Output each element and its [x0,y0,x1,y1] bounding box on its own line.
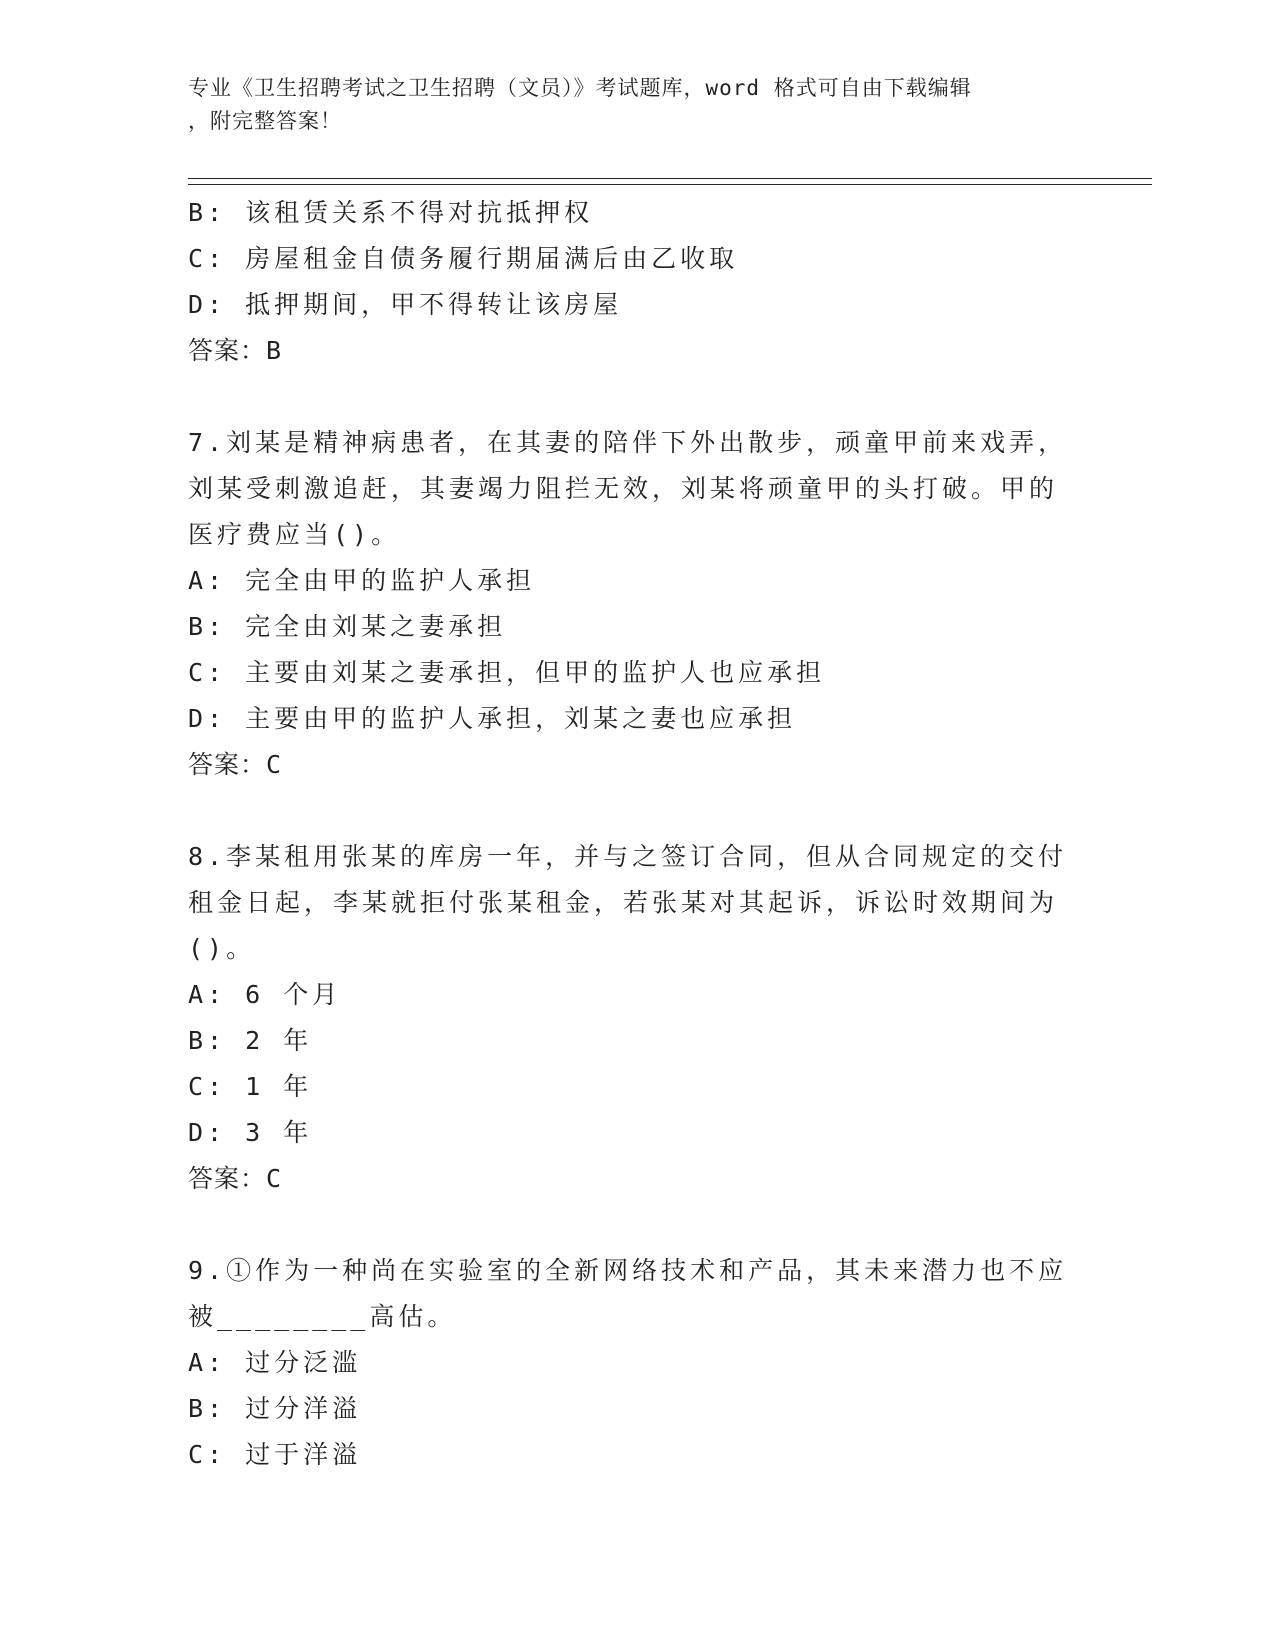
option-b: B: 过分洋溢 [188,1394,362,1423]
answer: 答案：C [188,750,283,779]
option-b: B: 该租赁关系不得对抗抵押权 [188,198,594,227]
question-text: 9.①作为一种尚在实验室的全新网络技术和产品，其未来潜力也不应 [188,1256,1068,1285]
question-9 [188,1248,1068,1478]
header-line-1: 专业《卫生招聘考试之卫生招聘（文员）》考试题库，word 格式可自由下载编辑 [188,76,972,100]
question-6 [188,190,1068,374]
answer: 答案：B [188,336,283,365]
question-text: 8.李某租用张某的库房一年，并与之签订合同，但从合同规定的交付 [188,842,1068,871]
question-text: ()。 [188,934,256,963]
header-divider-bottom [188,184,1152,185]
option-c: C: 主要由刘某之妻承担，但甲的监护人也应承担 [188,658,826,687]
option-a: A: 完全由甲的监护人承担 [188,566,536,595]
question-text: 刘某受刺激追赶，其妻竭力阻拦无效，刘某将顽童甲的头打破。甲的 [188,474,1059,503]
option-d: D: 抵押期间，甲不得转让该房屋 [188,290,623,319]
option-d: D: 主要由甲的监护人承担，刘某之妻也应承担 [188,704,797,733]
question-text: 7.刘某是精神病患者，在其妻的陪伴下外出散步，顽童甲前来戏弄， [188,428,1068,457]
question-text: 被________高估。 [188,1302,457,1331]
option-c: C: 1 年 [188,1072,313,1101]
option-b: B: 2 年 [188,1026,313,1055]
question-text: 医疗费应当()。 [188,520,401,549]
question-8 [188,834,1068,1202]
option-c: C: 房屋租金自债务履行期届满后由乙收取 [188,244,739,273]
document-header [188,72,1068,138]
answer: 答案：C [188,1164,283,1193]
question-text: 租金日起，李某就拒付张某租金，若张某对其起诉，诉讼时效期间为 [188,888,1059,917]
option-d: D: 3 年 [188,1118,313,1147]
header-divider-top [188,178,1152,179]
header-line-2: ，附完整答案！ [188,109,342,133]
option-a: A: 6 个月 [188,980,342,1009]
option-c: C: 过于洋溢 [188,1440,362,1469]
option-b: B: 完全由刘某之妻承担 [188,612,507,641]
question-7 [188,420,1068,788]
option-a: A: 过分泛滥 [188,1348,362,1377]
document-body [188,190,1068,1478]
